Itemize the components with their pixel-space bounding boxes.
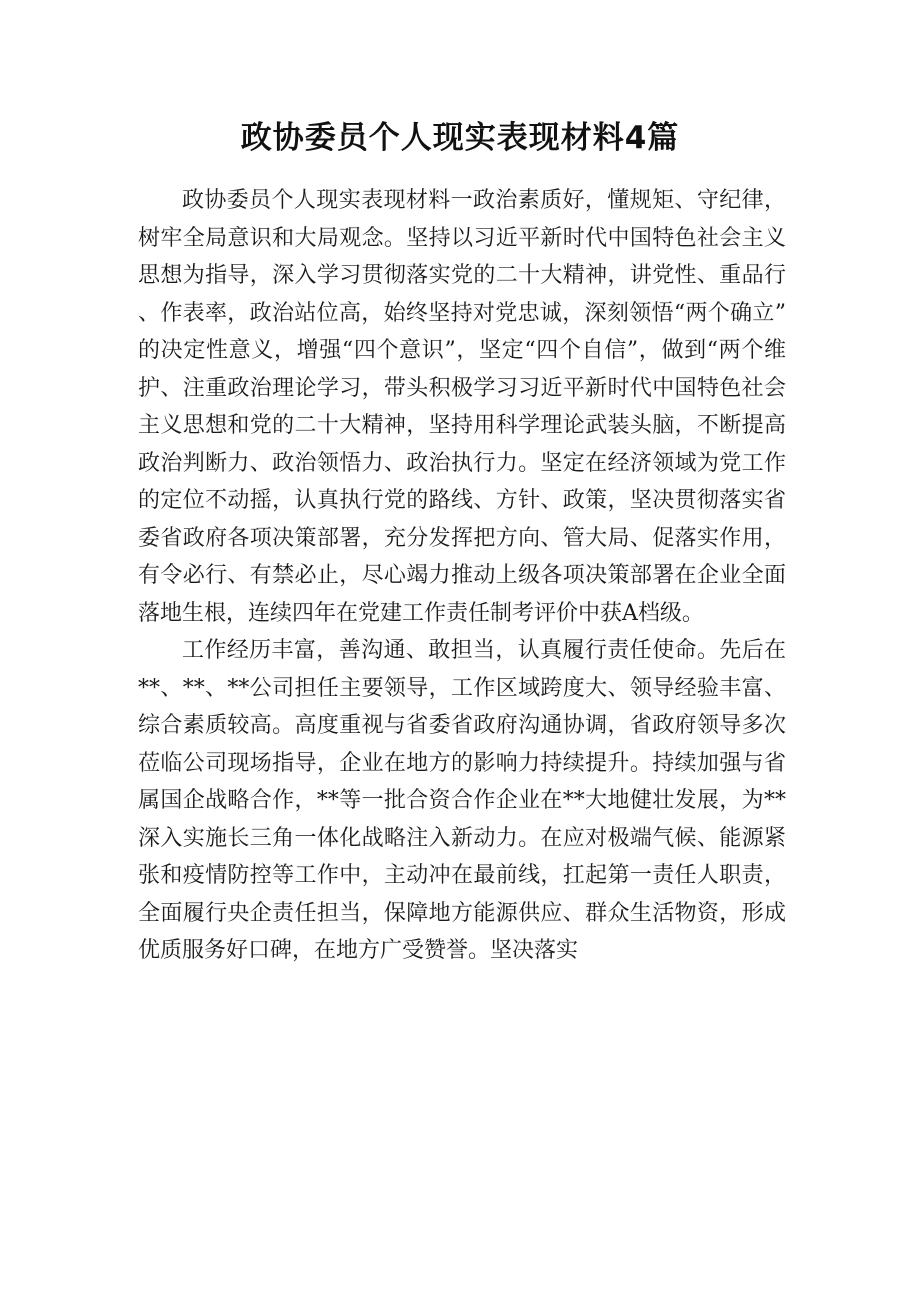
document-body [138,182,786,970]
paragraph-political-quality: 政协委员个人现实表现材料一政治素质好，懂规矩、守纪律，树牢全局意识和大局观念。坚持以习近平新时代中国特色社会主义思想为指导，深入学习贯彻落实党的二十大精神，讲党性、重品行、作表率，政治站位高，始终坚持对党忠诚，深刻领悟“两个确立”的决定性意义，增强“四个意识”，坚定“四个自信”，做到“两个维护、注重政治理论学习，带头积极学习习近平新时代中国特色社会主义思想和党的二十大精神，坚持用科学理论武装头脑，不断提高政治判断力、政治领悟力、政治执行力。坚定在经济领域为党工作的定位不动摇，认真执行党的路线、方针、政策，坚决贯彻落实省委省政府各项决策部署，充分发挥把方向、管大局、促落实作用，有令必行、有禁必止，尽心竭力推动上级各项决策部署在企业全面落地生根，连续四年在党建工作责任制考评价中获A档级。 [138,188,786,626]
paragraph-work-experience: 工作经历丰富，善沟通、敢担当，认真履行责任使命。先后在**、**、**公司担任主要领导，工作区域跨度大、领导经验丰富、综合素质较高。高度重视与省委省政府沟通协调，省政府领导多次莅临公司现场指导，企业在地方的影响力持续提升。持续加强与省属国企战略合作，**等一批合资合作企业在**大地健壮发展，为**深入实施长三角一体化战略注入新动力。在应对极端气候、能源紧张和疫情防控等工作中，主动冲在最前线，扛起第一责任人职责，全面履行央企责任担当，保障地方能源供应、群众生活物资，形成优质服务好口碑，在地方广受赞誉。坚决落实 [138,638,786,963]
document-title: 政协委员个人现实表现材料4篇 [240,120,680,156]
